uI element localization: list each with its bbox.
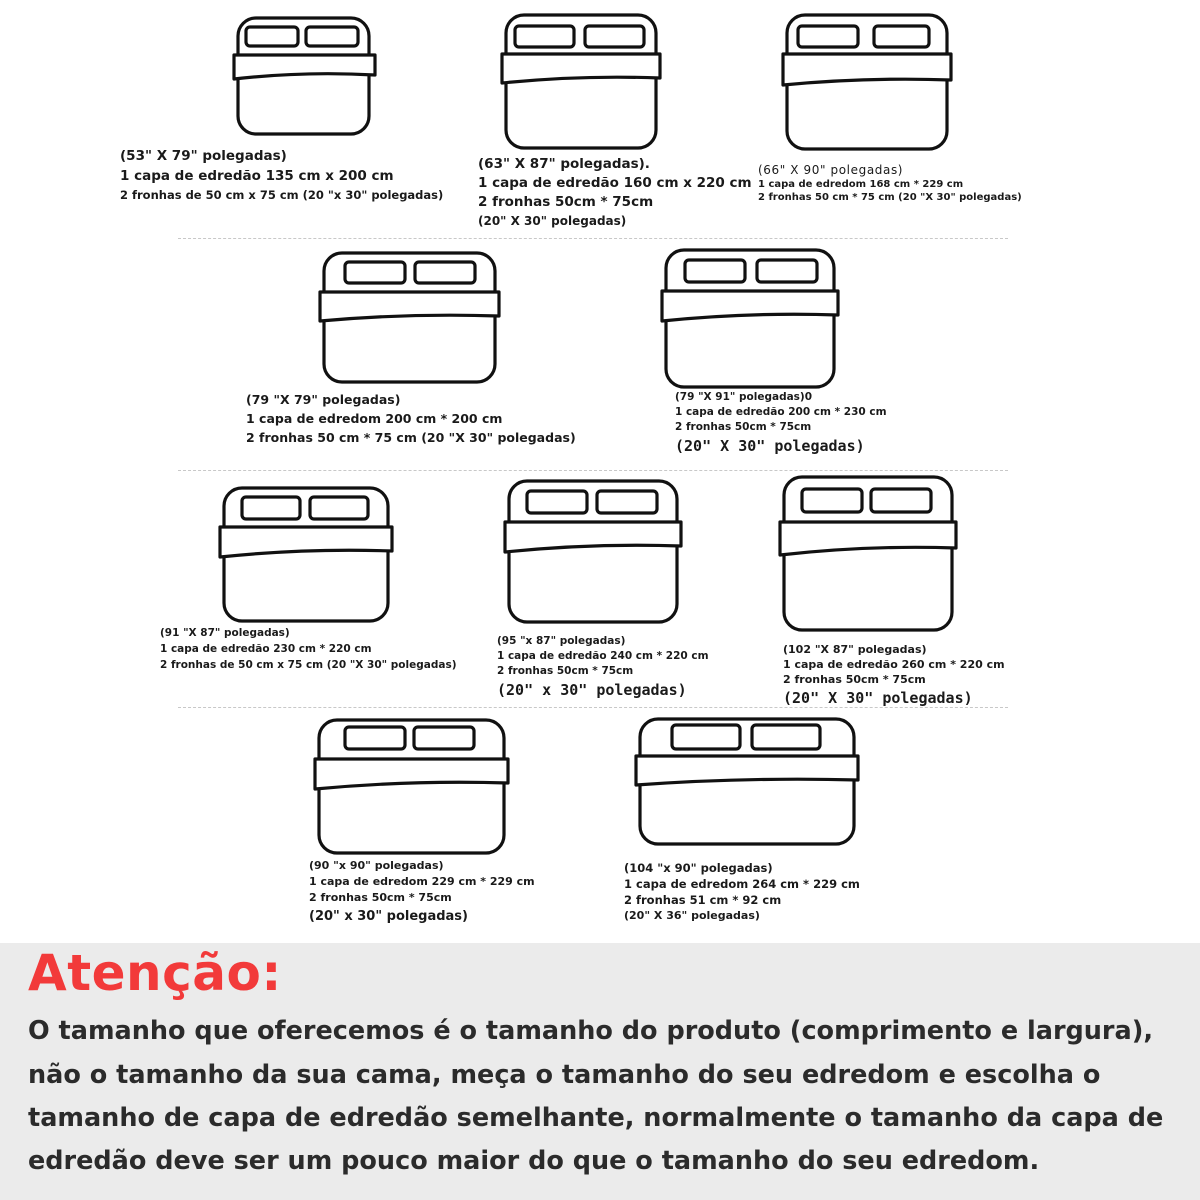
row-divider [178, 470, 1008, 471]
pillowcase-imperial: (20" X 30" polegadas) [675, 437, 865, 455]
attention-line: O tamanho que oferecemos é o tamanho do produto (comprimento e largura), [28, 1016, 1154, 1046]
size-imperial: (90 "x 90" polegadas) [309, 859, 444, 872]
size-imperial: (66" X 90" polegadas) [758, 163, 904, 177]
bed-icon-drawing [778, 476, 958, 632]
bed-icon [318, 252, 501, 384]
attention-line: edredão deve ser um pouco maior do que o tamanho do seu edredom. [28, 1146, 1040, 1176]
bed-icon [218, 487, 394, 623]
pillowcase-imperial: (20" X 30" polegadas) [783, 689, 973, 707]
duvet-cover-size: 1 capa de edredão 240 cm * 220 cm [497, 650, 709, 662]
pillowcase-size: 2 fronhas 50cm * 75cm [675, 421, 812, 433]
size-imperial: (79 "X 79" polegadas) [246, 392, 401, 407]
bed-icon-drawing [318, 252, 501, 384]
duvet-cover-size: 1 capa de edredom 200 cm * 200 cm [246, 411, 503, 426]
row-divider [178, 238, 1008, 239]
pillowcase-size: 2 fronhas 50cm * 75cm [783, 673, 926, 686]
attention-title: Atenção: [28, 944, 282, 1002]
duvet-cover-size: 1 capa de edredom 229 cm * 229 cm [309, 875, 535, 888]
size-imperial: (91 "X 87" polegadas) [160, 627, 290, 639]
attention-line: não o tamanho da sua cama, meça o tamanho do seu edredom e escolha o [28, 1060, 1101, 1090]
size-imperial: (102 "X 87" polegadas) [783, 643, 927, 656]
bed-icon [503, 480, 683, 624]
duvet-cover-size: 1 capa de edredom 264 cm * 229 cm [624, 877, 860, 891]
size-imperial: (79 "X 91" polegadas)0 [675, 391, 813, 403]
bed-icon-drawing [781, 14, 953, 151]
size-imperial: (104 "x 90" polegadas) [624, 861, 773, 875]
bed-icon-drawing [218, 487, 394, 623]
bed-icon-drawing [660, 249, 840, 389]
bed-icon-drawing [313, 719, 510, 855]
pillowcase-imperial: (20" x 30" polegadas) [309, 909, 468, 924]
duvet-cover-size: 1 capa de edredão 135 cm x 200 cm [120, 168, 394, 184]
pillowcase-imperial: (20" X 30" polegadas) [478, 214, 627, 228]
duvet-cover-size: 1 capa de edredão 260 cm * 220 cm [783, 658, 1005, 671]
pillowcase-size: 2 fronhas de 50 cm x 75 cm (20 "X 30" polegadas) [160, 659, 457, 671]
pillowcase-size: 2 fronhas 50 cm * 75 cm (20 "X 30" polegadas) [246, 430, 576, 445]
bed-icon [232, 17, 377, 137]
duvet-cover-size: 1 capa de edredão 230 cm * 220 cm [160, 643, 372, 655]
duvet-cover-size: 1 capa de edredão 200 cm * 230 cm [675, 406, 887, 418]
pillowcase-size: 2 fronhas 51 cm * 92 cm [624, 893, 782, 907]
bed-icon [500, 14, 662, 150]
pillowcase-imperial: (20" X 36" polegadas) [624, 909, 760, 922]
row-divider [178, 707, 1008, 708]
size-imperial: (63" X 87" polegadas). [478, 156, 650, 172]
pillowcase-size: 2 fronhas 50cm * 75cm [497, 665, 634, 677]
duvet-cover-size: 1 capa de edredom 168 cm * 229 cm [758, 179, 964, 190]
attention-panel [0, 943, 1200, 1200]
duvet-cover-size: 1 capa de edredão 160 cm x 220 cm [478, 175, 752, 191]
bed-icon [313, 719, 510, 855]
size-imperial: (95 "x 87" polegadas) [497, 635, 626, 647]
bed-icon [778, 476, 958, 632]
pillowcase-size: 2 fronhas 50cm * 75cm [309, 891, 452, 904]
pillowcase-size: 2 fronhas 50 cm * 75 cm (20 "X 30" polegadas) [758, 192, 1022, 203]
bed-icon-drawing [232, 17, 377, 137]
bed-icon [634, 718, 860, 846]
attention-line: tamanho de capa de edredão semelhante, normalmente o tamanho da capa de [28, 1103, 1164, 1133]
pillowcase-size: 2 fronhas de 50 cm x 75 cm (20 "x 30" polegadas) [120, 188, 444, 202]
bed-icon-drawing [634, 718, 860, 846]
pillowcase-imperial: (20" x 30" polegadas) [497, 681, 687, 699]
bed-icon-drawing [503, 480, 683, 624]
bed-icon [781, 14, 953, 151]
pillowcase-size: 2 fronhas 50cm * 75cm [478, 194, 654, 210]
size-imperial: (53" X 79" polegadas) [120, 148, 287, 164]
bed-icon [660, 249, 840, 389]
bed-icon-drawing [500, 14, 662, 150]
